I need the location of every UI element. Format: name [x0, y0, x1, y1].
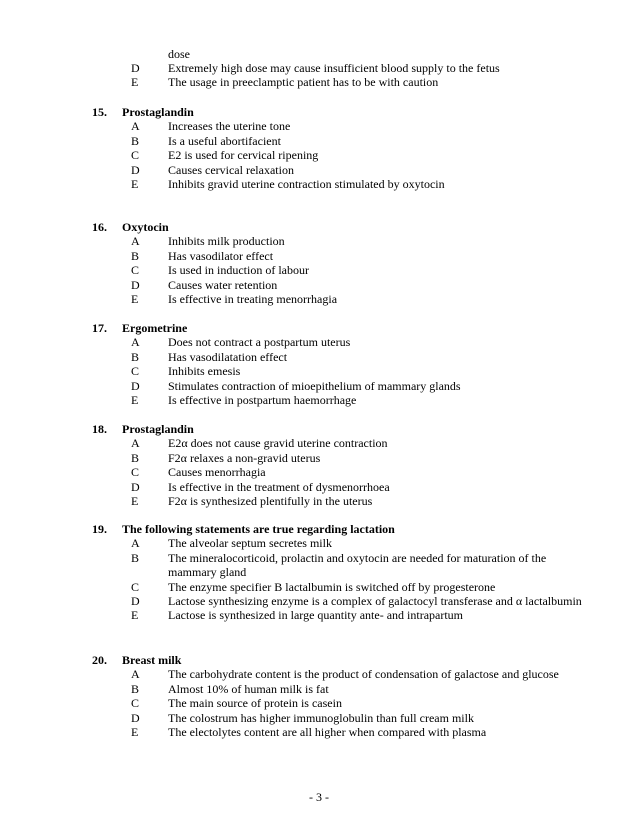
option-text: Inhibits gravid uterine contraction stimulated by oxytocin: [168, 177, 445, 192]
option-row: [0, 177, 638, 191]
option-letter: D: [131, 277, 140, 292]
option-text: Almost 10% of human milk is fat: [168, 681, 329, 696]
option-row: [0, 608, 638, 622]
option-letter: A: [131, 335, 140, 350]
question-header: [0, 105, 638, 119]
option-text: Causes water retention: [168, 277, 278, 292]
option-text: Has vasodilator effect: [168, 248, 274, 263]
option-row: [0, 594, 638, 608]
option-row: [0, 480, 638, 494]
option-letter: D: [131, 594, 140, 609]
page-number: - 3 -: [309, 790, 329, 804]
option-row: [0, 119, 638, 133]
question-title: Oxytocin: [122, 220, 169, 234]
option-letter: E: [131, 393, 139, 408]
option-letter: C: [131, 263, 140, 278]
option-row: [0, 580, 638, 594]
option-letter: D: [131, 710, 140, 725]
option-letter: B: [131, 133, 140, 148]
question-title: Prostaglandin: [122, 422, 194, 436]
option-text: Does not contract a postpartum uterus: [168, 335, 351, 350]
option-letter: E: [131, 725, 139, 740]
question-header: [0, 422, 638, 436]
option-row: [0, 75, 638, 89]
option-text: The mineralocorticoid, prolactin and oxytocin are needed for maturation of the mammary gland: [168, 550, 547, 580]
option-letter: E: [131, 494, 139, 509]
option-row: [0, 163, 638, 177]
option-row: [0, 234, 638, 248]
option-letter: E: [131, 177, 139, 192]
option-text: E2 is used for cervical ripening: [168, 148, 319, 163]
question-number: 19.: [92, 522, 107, 536]
question-title: Ergometrine: [122, 321, 188, 335]
option-row: [0, 134, 638, 148]
question-17: [0, 321, 638, 407]
option-letter: C: [131, 148, 140, 163]
option-row: [0, 148, 638, 162]
option-text: Causes menorrhagia: [168, 465, 266, 480]
question-header: [0, 522, 638, 536]
option-text: F2α relaxes a non-gravid uterus: [168, 450, 321, 465]
option-text: Causes cervical relaxation: [168, 162, 294, 177]
option-row: [0, 682, 638, 696]
option-text: The colostrum has higher immunoglobulin than full cream milk: [168, 710, 474, 725]
option-text: The main source of protein is casein: [168, 696, 342, 711]
question-15: [0, 105, 638, 191]
continued-options: [0, 61, 638, 90]
option-text: The alveolar septum secretes milk: [168, 536, 332, 551]
question-title: Prostaglandin: [122, 105, 194, 119]
option-row: [0, 725, 638, 739]
option-letter: B: [131, 550, 140, 565]
option-letter: A: [131, 119, 140, 134]
question-number: 15.: [92, 105, 107, 119]
option-text: Increases the uterine tone: [168, 119, 291, 134]
option-text: F2α is synthesized plentifully in the uterus: [168, 494, 373, 509]
option-row: [0, 335, 638, 349]
option-letter: D: [131, 378, 140, 393]
option-row: [0, 263, 638, 277]
option-row: [0, 292, 638, 306]
continued-option-text: dose: [168, 47, 190, 61]
question-number: 18.: [92, 422, 107, 436]
option-text: Is effective in treating menorrhagia: [168, 292, 338, 307]
option-text: Is effective in the treatment of dysmenorrhoea: [168, 479, 390, 494]
option-letter: D: [131, 162, 140, 177]
option-letter: E: [131, 292, 139, 307]
option-row: [0, 436, 638, 450]
option-text: Lactose is synthesized in large quantity ante- and intrapartum: [168, 608, 464, 623]
option-letter: B: [131, 681, 140, 696]
option-letter: B: [131, 450, 140, 465]
option-row: [0, 667, 638, 681]
option-letter: B: [131, 248, 140, 263]
question-number: 17.: [92, 321, 107, 335]
option-row: [0, 536, 638, 550]
option-row: [0, 451, 638, 465]
option-text: Stimulates contraction of mioepithelium of mammary glands: [168, 378, 461, 393]
question-header: [0, 653, 638, 667]
option-text: Lactose synthesizing enzyme is a complex of galactocyl transferase and α lactalbumin: [168, 594, 582, 609]
option-letter: C: [131, 465, 140, 480]
option-text: E2α does not cause gravid uterine contraction: [168, 436, 388, 451]
option-row: [0, 249, 638, 263]
option-row: [0, 551, 638, 580]
question-header: [0, 220, 638, 234]
option-text: The electolytes content are all higher when compared with plasma: [168, 725, 487, 740]
question-16: [0, 220, 638, 306]
option-text: Inhibits milk production: [168, 234, 285, 249]
option-text: Is a useful abortifacient: [168, 133, 281, 148]
option-text: The enzyme specifier B lactalbumin is switched off by progesterone: [168, 579, 496, 594]
option-letter: B: [131, 349, 140, 364]
option-row: [0, 379, 638, 393]
option-text: The carbohydrate content is the product of condensation of galactose and glucose: [168, 667, 559, 682]
option-text: Extremely high dose may cause insufficient blood supply to the fetus: [168, 61, 500, 75]
option-row: [0, 696, 638, 710]
option-letter: E: [131, 75, 139, 90]
option-letter: D: [131, 61, 140, 75]
question-number: 16.: [92, 220, 107, 234]
option-row: [0, 350, 638, 364]
option-letter: C: [131, 364, 140, 379]
option-row: [0, 393, 638, 407]
option-row: [0, 711, 638, 725]
option-text: Is used in induction of labour: [168, 263, 309, 278]
question-20: [0, 653, 638, 739]
option-text: Has vasodilatation effect: [168, 349, 288, 364]
option-letter: A: [131, 234, 140, 249]
option-letter: C: [131, 579, 140, 594]
option-text: The usage in preeclamptic patient has to be with caution: [168, 75, 439, 90]
question-header: [0, 321, 638, 335]
option-letter: C: [131, 696, 140, 711]
option-row: [0, 364, 638, 378]
option-row: [0, 278, 638, 292]
question-title: Breast milk: [122, 653, 182, 667]
option-row: [0, 494, 638, 508]
option-letter: A: [131, 436, 140, 451]
option-letter: D: [131, 479, 140, 494]
option-row: [0, 465, 638, 479]
question-18: [0, 422, 638, 508]
question-number: 20.: [92, 653, 107, 667]
option-row: [0, 61, 638, 75]
question-19: [0, 522, 638, 623]
option-text: Inhibits emesis: [168, 364, 241, 379]
option-letter: A: [131, 536, 140, 551]
option-letter: E: [131, 608, 139, 623]
option-letter: A: [131, 667, 140, 682]
question-title: The following statements are true regarding lactation: [122, 522, 395, 536]
option-text: Is effective in postpartum haemorrhage: [168, 393, 357, 408]
